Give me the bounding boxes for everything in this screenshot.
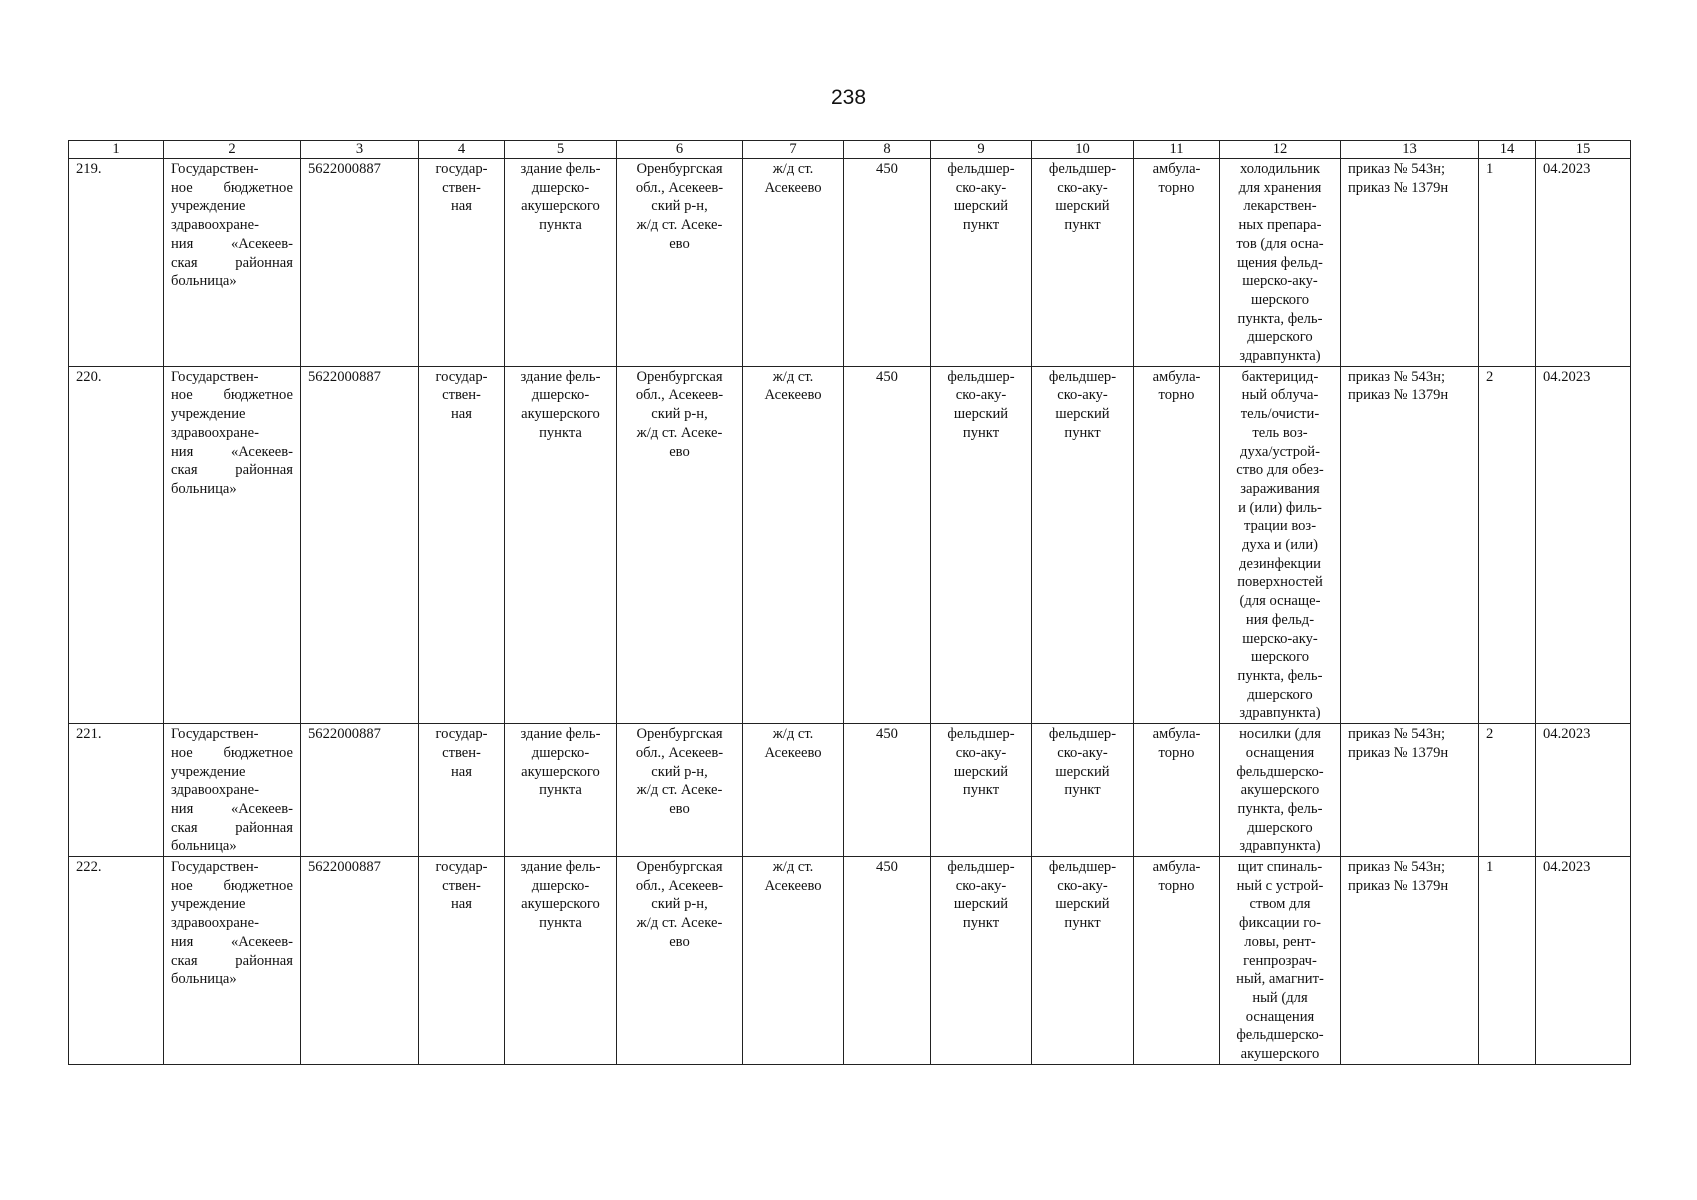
facility-type-cell: фельдшер- ско-аку- шерский пункт — [931, 366, 1032, 723]
column-number: 8 — [844, 141, 931, 159]
organization-name — [164, 857, 301, 1065]
building-cell: здание фель- дшерско- акушерского пункта — [505, 857, 617, 1065]
column-number: 10 — [1032, 141, 1134, 159]
inn-cell: 5622000887 — [301, 724, 419, 857]
locality-cell: ж/д ст. Асекеево — [743, 857, 844, 1065]
facility-type-cell: фельдшер- ско-аку- шерский пункт — [931, 724, 1032, 857]
code-cell: 450 — [844, 366, 931, 723]
locality-cell: ж/д ст. Асекеево — [743, 724, 844, 857]
equipment-cell: бактерицид- ный облуча- тель/очисти- тель воз- духа/устрой- ство для обез- зараживания и (или) филь- трации воз- духа и (или) дезинфекции поверхностей (для оснаще- ния фельд- шерско-аку- шерского пункта, фель- дшерского здравпункта) — [1220, 366, 1341, 723]
organization-name-line: ния «Асекеев- — [171, 800, 293, 817]
organization-name-line: ния «Асекеев- — [171, 443, 293, 460]
organization-name-line: здравоохране- — [171, 915, 259, 932]
building-cell: здание фель- дшерско- акушерского пункта — [505, 366, 617, 723]
quantity-cell: 1 — [1479, 159, 1536, 367]
organization-name — [164, 159, 301, 367]
column-number: 9 — [931, 141, 1032, 159]
quantity-cell: 1 — [1479, 857, 1536, 1065]
organization-name-line: Государствен- — [171, 726, 259, 743]
column-number: 2 — [164, 141, 301, 159]
date-cell: 04.2023 — [1536, 366, 1631, 723]
organization-name-line: ская районная — [171, 819, 293, 836]
facility-subtype-cell: фельдшер- ско-аку- шерский пункт — [1032, 366, 1134, 723]
table-row — [69, 366, 1631, 723]
organization-name-line: здравоохране- — [171, 424, 259, 441]
organization-name-line: ное бюджетное — [171, 877, 293, 894]
code-cell: 450 — [844, 724, 931, 857]
ownership-cell: государ- ствен- ная — [419, 366, 505, 723]
date-cell: 04.2023 — [1536, 857, 1631, 1065]
page-number: 238 — [830, 86, 867, 109]
column-number: 5 — [505, 141, 617, 159]
row-number: 220. — [69, 366, 164, 723]
organization-name-line: ния «Асекеев- — [171, 235, 293, 252]
code-cell: 450 — [844, 857, 931, 1065]
ownership-cell: государ- ствен- ная — [419, 857, 505, 1065]
facility-subtype-cell: фельдшер- ско-аку- шерский пункт — [1032, 159, 1134, 367]
table-row — [69, 724, 1631, 857]
organization-name-line: больница» — [171, 838, 237, 855]
address-cell: Оренбургская обл., Асекеев- ский р-н, ж/д ст. Асеке- ево — [617, 159, 743, 367]
column-number: 3 — [301, 141, 419, 159]
organization-name-line: Государствен- — [171, 859, 259, 876]
organization-name — [164, 724, 301, 857]
organization-name-line: учреждение — [171, 406, 246, 423]
organization-name-line: здравоохране- — [171, 782, 259, 799]
equipment-cell: щит спиналь- ный с устрой- ством для фиксации го- ловы, рент- генпрозрач- ный, амагнит- ный (для оснащения фельдшерско- акушерского — [1220, 857, 1341, 1065]
table-row — [69, 857, 1631, 1065]
organization-name-line: учреждение — [171, 198, 246, 215]
column-number: 7 — [743, 141, 844, 159]
facility-type-cell: фельдшер- ско-аку- шерский пункт — [931, 857, 1032, 1065]
equipment-cell: холодильник для хранения лекарствен- ных препара- тов (для осна- щения фельд- шерско-аку- шерского пункта, фель- дшерского здравпункта) — [1220, 159, 1341, 367]
register-table — [68, 140, 1631, 1065]
date-cell: 04.2023 — [1536, 159, 1631, 367]
organization-name-line: здравоохране- — [171, 217, 259, 234]
column-number: 12 — [1220, 141, 1341, 159]
locality-cell: ж/д ст. Асекеево — [743, 366, 844, 723]
facility-subtype-cell: фельдшер- ско-аку- шерский пункт — [1032, 724, 1134, 857]
orders-cell: приказ № 543н; приказ № 1379н — [1341, 724, 1479, 857]
care-form-cell: амбула- торно — [1134, 366, 1220, 723]
orders-cell: приказ № 543н; приказ № 1379н — [1341, 857, 1479, 1065]
quantity-cell: 2 — [1479, 724, 1536, 857]
care-form-cell: амбула- торно — [1134, 159, 1220, 367]
organization-name-line: больница» — [171, 480, 237, 497]
organization-name-line: ская районная — [171, 952, 293, 969]
quantity-cell: 2 — [1479, 366, 1536, 723]
building-cell: здание фель- дшерско- акушерского пункта — [505, 724, 617, 857]
orders-cell: приказ № 543н; приказ № 1379н — [1341, 159, 1479, 367]
address-cell: Оренбургская обл., Асекеев- ский р-н, ж/д ст. Асеке- ево — [617, 366, 743, 723]
table-body — [69, 141, 1631, 1065]
organization-name — [164, 366, 301, 723]
orders-cell: приказ № 543н; приказ № 1379н — [1341, 366, 1479, 723]
table-row — [69, 159, 1631, 367]
code-cell: 450 — [844, 159, 931, 367]
organization-name-line: ное бюджетное — [171, 744, 293, 761]
organization-name-line: Государствен- — [171, 368, 259, 385]
organization-name-line: больница» — [171, 971, 237, 988]
organization-name-line: ное бюджетное — [171, 179, 293, 196]
column-number: 4 — [419, 141, 505, 159]
organization-name-line: учреждение — [171, 896, 246, 913]
organization-name-line: ская районная — [171, 254, 293, 271]
inn-cell: 5622000887 — [301, 857, 419, 1065]
column-number: 15 — [1536, 141, 1631, 159]
care-form-cell: амбула- торно — [1134, 724, 1220, 857]
date-cell: 04.2023 — [1536, 724, 1631, 857]
care-form-cell: амбула- торно — [1134, 857, 1220, 1065]
row-number: 221. — [69, 724, 164, 857]
organization-name-line: больница» — [171, 273, 237, 290]
column-number: 13 — [1341, 141, 1479, 159]
organization-name-line: ская районная — [171, 462, 293, 479]
organization-name-line: ное бюджетное — [171, 387, 293, 404]
column-number: 1 — [69, 141, 164, 159]
inn-cell: 5622000887 — [301, 366, 419, 723]
row-number: 219. — [69, 159, 164, 367]
organization-name-line: ния «Асекеев- — [171, 933, 293, 950]
address-cell: Оренбургская обл., Асекеев- ский р-н, ж/д ст. Асеке- ево — [617, 857, 743, 1065]
inn-cell: 5622000887 — [301, 159, 419, 367]
address-cell: Оренбургская обл., Асекеев- ский р-н, ж/д ст. Асеке- ево — [617, 724, 743, 857]
column-number: 6 — [617, 141, 743, 159]
building-cell: здание фель- дшерско- акушерского пункта — [505, 159, 617, 367]
ownership-cell: государ- ствен- ная — [419, 159, 505, 367]
facility-subtype-cell: фельдшер- ско-аку- шерский пункт — [1032, 857, 1134, 1065]
locality-cell: ж/д ст. Асекеево — [743, 159, 844, 367]
organization-name-line: учреждение — [171, 763, 246, 780]
column-number: 11 — [1134, 141, 1220, 159]
equipment-cell: носилки (для оснащения фельдшерско- акушерского пункта, фель- дшерского здравпункта) — [1220, 724, 1341, 857]
ownership-cell: государ- ствен- ная — [419, 724, 505, 857]
facility-type-cell: фельдшер- ско-аку- шерский пункт — [931, 159, 1032, 367]
organization-name-line: Государствен- — [171, 161, 259, 177]
column-number: 14 — [1479, 141, 1536, 159]
row-number: 222. — [69, 857, 164, 1065]
column-number-row — [69, 141, 1631, 159]
